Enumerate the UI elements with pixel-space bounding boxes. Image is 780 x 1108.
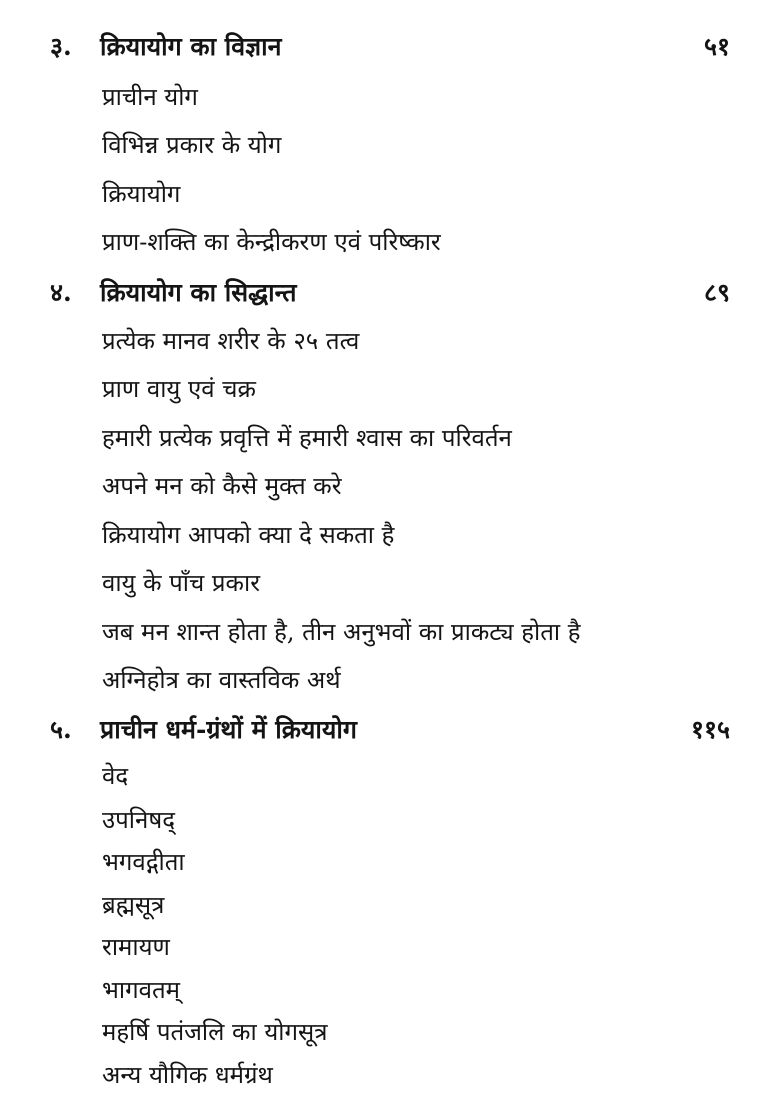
chapter-title: प्राचीन धर्म-ग्रंथों में क्रियायोग (100, 715, 357, 744)
chapter-title: क्रियायोग का विज्ञान (100, 32, 282, 61)
list-item: प्राण-शक्ति का केन्द्रीकरण एवं परिष्कार (102, 228, 441, 256)
list-item: अपने मन को कैसे मुक्त करे (102, 472, 342, 500)
list-item: ब्रह्मसूत्र (102, 891, 165, 919)
list-item: उपनिषद् (102, 806, 175, 834)
chapter-page-number: ११५ (690, 715, 730, 744)
chapter-page-number: ५१ (703, 32, 730, 61)
list-item: अग्निहोत्र का वास्तविक अर्थ (102, 666, 341, 694)
chapter-number: ४. (50, 278, 72, 307)
list-item: वेद (102, 762, 129, 790)
chapter-page-number: ८९ (703, 278, 730, 307)
list-item: जब मन शान्त होता है, तीन अनुभवों का प्राकट्य होता है (102, 618, 581, 646)
chapter-number: ५. (50, 715, 72, 744)
list-item: प्राचीन योग (102, 83, 198, 111)
list-item: भागवतम् (102, 976, 180, 1004)
list-item: भगवद्गीता (102, 848, 185, 876)
chapter-number: ३. (50, 32, 72, 61)
list-item: हमारी प्रत्येक प्रवृत्ति में हमारी श्वास का परिवर्तन (102, 424, 512, 452)
chapter-title: क्रियायोग का सिद्धान्त (100, 278, 297, 307)
list-item: रामायण (102, 933, 170, 961)
chapter-5-heading (50, 710, 730, 750)
chapter-3-heading (50, 27, 730, 67)
chapter-4-heading (50, 273, 730, 313)
list-item: क्रियायोग आपको क्या दे सकता है (102, 521, 395, 549)
list-item: प्राण वायु एवं चक्र (102, 375, 256, 403)
list-item: क्रियायोग (102, 180, 181, 208)
list-item: विभिन्न प्रकार के योग (102, 131, 282, 159)
list-item: प्रत्येक मानव शरीर के २५ तत्व (102, 327, 360, 355)
list-item: अन्य यौगिक धर्मग्रंथ (102, 1061, 273, 1089)
list-item: महर्षि पतंजलि का योगसूत्र (102, 1018, 328, 1046)
list-item: वायु के पाँच प्रकार (102, 569, 261, 597)
